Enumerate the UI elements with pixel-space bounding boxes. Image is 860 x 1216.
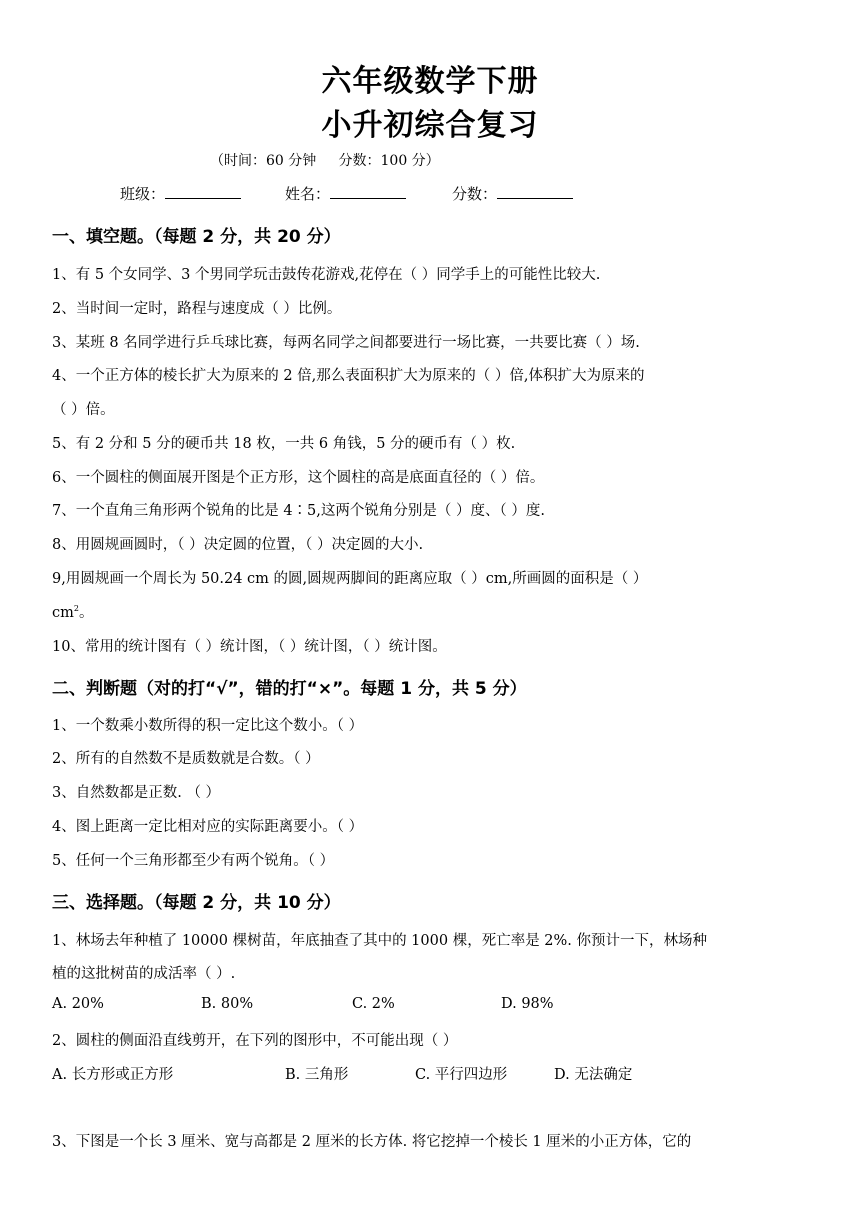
- s2-question-3: 3、自然数都是正数. （ ）: [52, 785, 221, 801]
- s1-question-1: 1、有 5 个女同学、3 个男同学玩击鼓传花游戏,花停在（ ）同学手上的可能性比较大.: [52, 267, 601, 283]
- s1-question-8: 8、用圆规画圆时，（ ）决定圆的位置，（ ）决定圆的大小.: [52, 537, 424, 553]
- s1-question-9-line2: [52, 601, 93, 622]
- s1-question-7: 7、一个直角三角形两个锐角的比是 4∶5,这两个锐角分别是（ ）度、（ ）度.: [52, 503, 545, 519]
- score-blank[interactable]: [497, 184, 573, 199]
- s1-question-10: 10、常用的统计图有（ ）统计图，（ ）统计图，（ ）统计图。: [52, 639, 447, 655]
- section2-heading: 二、判断题（对的打“√”，错的打“×”。每题 1 分，共 5 分）: [52, 679, 527, 699]
- s3-question-1-line2: 植的这批树苗的成活率（ ）.: [52, 966, 236, 982]
- class-field: [120, 183, 241, 204]
- page-title: 六年级数学下册: [321, 64, 539, 99]
- s3-q2-option-d: D. 无法确定: [554, 1067, 633, 1083]
- s1-question-6: 6、一个圆柱的侧面展开图是个正方形，这个圆柱的高是底面直径的（ ）倍。: [52, 470, 545, 486]
- s3-q1-option-d: D. 98%: [501, 996, 554, 1012]
- s1-question-3: 3、某班 8 名同学进行乒乓球比赛，每两名同学之间都要进行一场比赛，一共要比赛（ ）场.: [52, 335, 640, 351]
- s3-q2-option-a: A. 长方形或正方形: [52, 1067, 174, 1083]
- unit-superscript: 2: [73, 604, 79, 614]
- s2-question-5: 5、任何一个三角形都至少有两个锐角。（ ）: [52, 853, 335, 869]
- page-subtitle: 小升初综合复习: [321, 108, 539, 143]
- unit-cm: cm: [52, 605, 74, 621]
- exam-meta: （时间：60 分钟 分数：100 分）: [210, 153, 440, 169]
- s1-question-4-line1: 4、一个正方体的棱长扩大为原来的 2 倍,那么表面积扩大为原来的（ ）倍,体积扩大为原来的: [52, 368, 645, 384]
- section1-heading: 一、填空题。（每题 2 分，共 20 分）: [52, 227, 341, 247]
- name-label: 姓名：: [285, 185, 331, 203]
- s3-q1-option-a: A. 20%: [52, 996, 104, 1012]
- s3-question-3: 3、下图是一个长 3 厘米、宽与高都是 2 厘米的长方体. 将它挖掉一个棱长 1 厘米的小正方体，它的: [52, 1134, 692, 1150]
- section3-heading: 三、选择题。（每题 2 分，共 10 分）: [52, 893, 341, 913]
- s1-question-2: 2、当时间一定时，路程与速度成（ ）比例。: [52, 301, 342, 317]
- s3-q1-option-b: B. 80%: [201, 996, 254, 1012]
- name-field: [285, 183, 406, 204]
- s2-question-2: 2、所有的自然数不是质数就是合数。（ ）: [52, 751, 320, 767]
- class-blank[interactable]: [165, 184, 241, 199]
- score-label: 分数：: [452, 185, 498, 203]
- s2-question-1: 1、一个数乘小数所得的积一定比这个数小。（ ）: [52, 718, 364, 734]
- s2-question-4: 4、图上距离一定比相对应的实际距离要小。（ ）: [52, 819, 364, 835]
- s3-question-2: 2、圆柱的侧面沿直线剪开，在下列的图形中，不可能出现（ ）: [52, 1033, 458, 1049]
- score-field: [452, 183, 573, 204]
- s1-question-5: 5、有 2 分和 5 分的硬币共 18 枚，一共 6 角钱，5 分的硬币有（ ）枚.: [52, 436, 516, 452]
- s1-question-4-line2: （ ）倍。: [52, 402, 115, 418]
- s3-q1-option-c: C. 2%: [352, 996, 395, 1012]
- s3-question-1-line1: 1、林场去年种植了 10000 棵树苗，年底抽查了其中的 1000 棵，死亡率是 2%. 你预计一下，林场种: [52, 933, 708, 949]
- s3-q2-option-c: C. 平行四边形: [415, 1067, 508, 1083]
- period: 。: [78, 605, 94, 621]
- name-blank[interactable]: [330, 184, 406, 199]
- s3-q2-option-b: B. 三角形: [285, 1067, 349, 1083]
- class-label: 班级：: [120, 185, 166, 203]
- s1-question-9-line1: 9,用圆规画一个周长为 50.24 cm 的圆,圆规两脚间的距离应取（ ）cm,所画圆的面积是（ ）: [52, 571, 648, 587]
